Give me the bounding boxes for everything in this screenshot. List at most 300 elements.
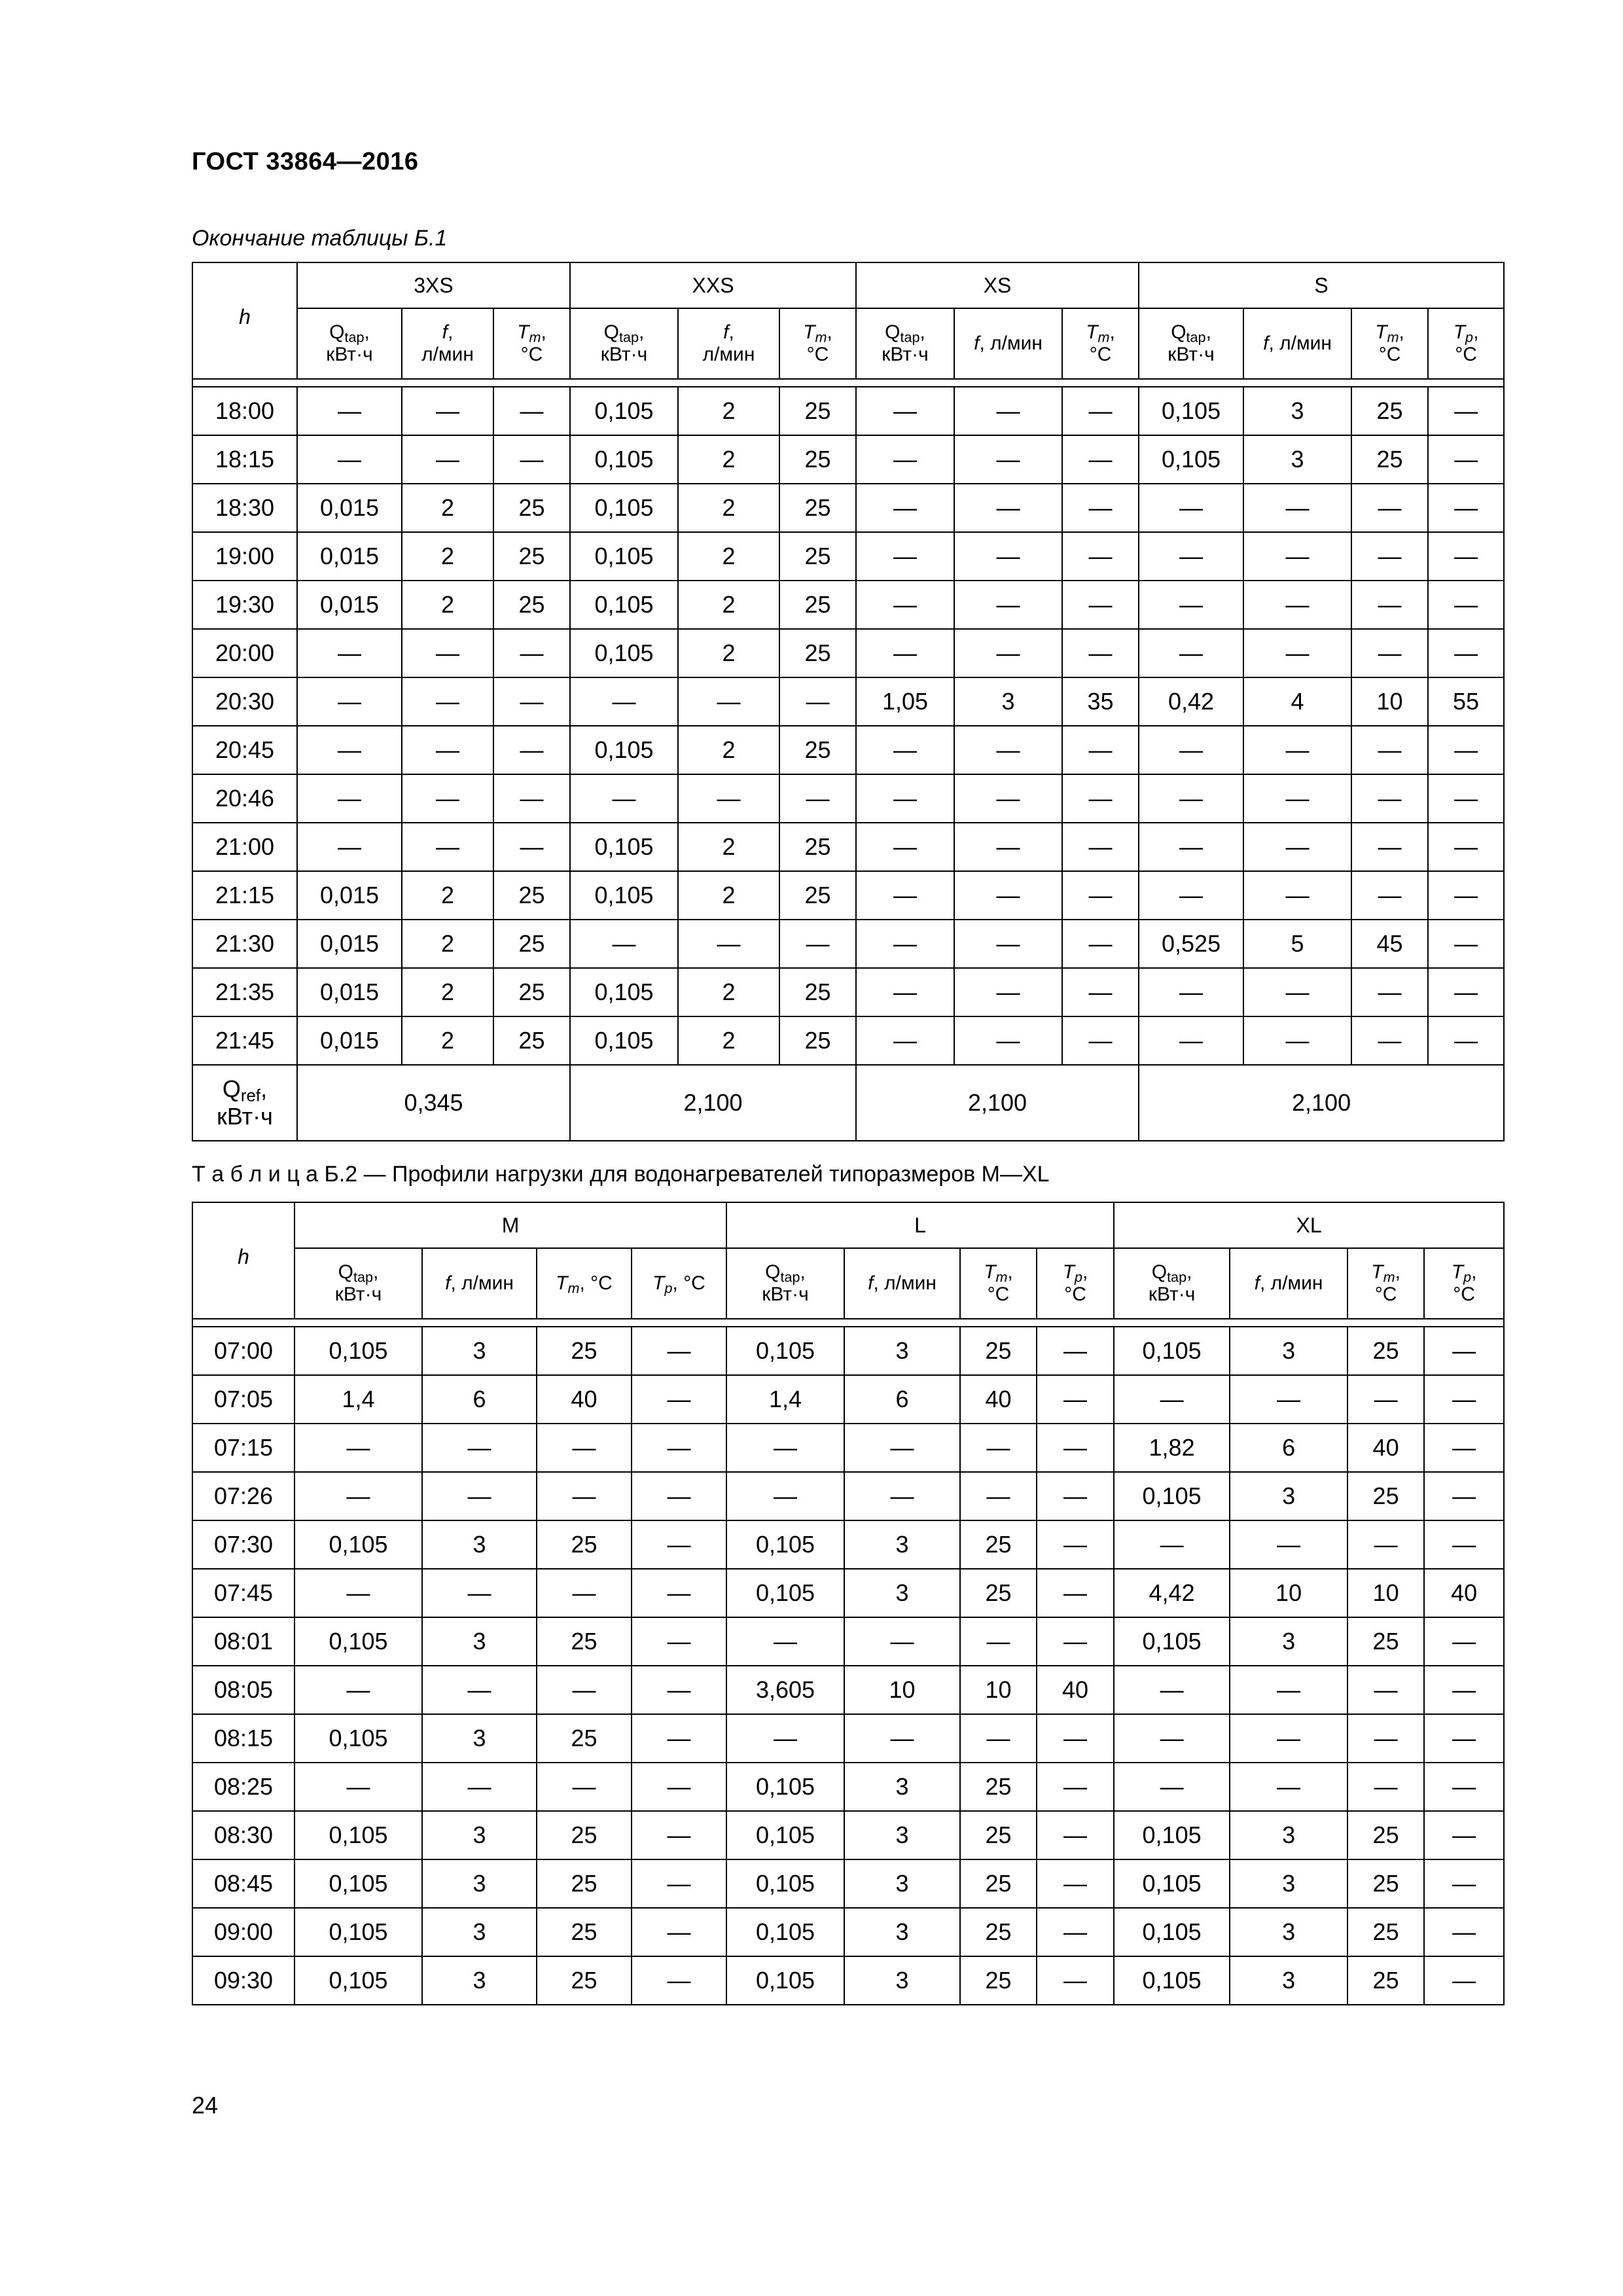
value-cell: — — [954, 871, 1062, 920]
value-cell: 0,42 — [1139, 677, 1243, 726]
qref-value-s: 2,100 — [1139, 1065, 1504, 1141]
table-row — [192, 1424, 1504, 1472]
time-cell: 21:15 — [192, 871, 297, 920]
time-cell: 20:30 — [192, 677, 297, 726]
tm-header: $T_m$, °C — [493, 308, 570, 379]
table-row — [192, 581, 1504, 629]
value-cell: 0,105 — [1114, 1327, 1230, 1375]
group-header-s: S — [1139, 262, 1504, 308]
value-cell: 25 — [493, 1016, 570, 1065]
value-cell: — — [954, 774, 1062, 823]
value-cell: 6 — [1230, 1424, 1347, 1472]
value-cell: — — [779, 920, 856, 968]
value-cell: — — [1424, 1424, 1504, 1472]
tp-header: $T_p$, °C — [1424, 1248, 1504, 1319]
value-cell: 25 — [960, 1569, 1037, 1617]
value-cell: 10 — [1230, 1569, 1347, 1617]
value-cell: — — [954, 581, 1062, 629]
value-cell: — — [856, 920, 954, 968]
value-cell: — — [1037, 1714, 1114, 1763]
value-cell: — — [1037, 1956, 1114, 2005]
value-cell: 2 — [402, 532, 493, 581]
value-cell: — — [779, 774, 856, 823]
value-cell: 4 — [1243, 677, 1351, 726]
value-cell: 2 — [402, 871, 493, 920]
value-cell: 3 — [422, 1617, 537, 1666]
table-row — [192, 1016, 1504, 1065]
value-cell: 25 — [493, 871, 570, 920]
value-cell: 3 — [1230, 1327, 1347, 1375]
time-cell: 19:30 — [192, 581, 297, 629]
value-cell: — — [1139, 532, 1243, 581]
value-cell: 0,105 — [570, 968, 678, 1016]
value-cell: — — [537, 1763, 632, 1811]
value-cell: — — [726, 1714, 844, 1763]
value-cell: — — [1062, 484, 1139, 532]
value-cell: 0,105 — [1114, 1811, 1230, 1859]
value-cell: 0,015 — [297, 920, 402, 968]
value-cell: 55 — [1428, 677, 1504, 726]
time-cell: 21:35 — [192, 968, 297, 1016]
value-cell: 25 — [1351, 435, 1428, 484]
tp-header: $T_p$, °C — [1428, 308, 1504, 379]
tm-header: $T_m$, °C — [1347, 1248, 1424, 1319]
time-cell: 21:00 — [192, 823, 297, 871]
value-cell: — — [1243, 581, 1351, 629]
value-cell: — — [1351, 484, 1428, 532]
value-cell: — — [1037, 1811, 1114, 1859]
value-cell: 3 — [844, 1569, 960, 1617]
value-cell: — — [1424, 1811, 1504, 1859]
value-cell: — — [493, 677, 570, 726]
value-cell: — — [402, 726, 493, 774]
value-cell: — — [632, 1375, 726, 1424]
value-cell: 3 — [422, 1520, 537, 1569]
qtap-header: $Q_{tap}$, кВт·ч — [297, 308, 402, 379]
value-cell: — — [1062, 629, 1139, 677]
value-cell: 0,105 — [570, 726, 678, 774]
value-cell: 3 — [844, 1859, 960, 1908]
value-cell: 1,4 — [726, 1375, 844, 1424]
value-cell: — — [1037, 1617, 1114, 1666]
value-cell: 0,015 — [297, 484, 402, 532]
value-cell: — — [1062, 871, 1139, 920]
value-cell: 0,105 — [726, 1956, 844, 2005]
value-cell: 3 — [844, 1327, 960, 1375]
value-cell: 0,105 — [1114, 1859, 1230, 1908]
value-cell: 0,105 — [294, 1859, 422, 1908]
time-cell: 08:15 — [192, 1714, 294, 1763]
time-cell: 09:30 — [192, 1956, 294, 2005]
value-cell: — — [1139, 484, 1243, 532]
time-cell: 20:00 — [192, 629, 297, 677]
value-cell: — — [1062, 726, 1139, 774]
value-cell: 3 — [1230, 1472, 1347, 1520]
value-cell: 35 — [1062, 677, 1139, 726]
value-cell: — — [856, 871, 954, 920]
value-cell: 2 — [678, 387, 779, 435]
value-cell: — — [1230, 1714, 1347, 1763]
value-cell: — — [1351, 1016, 1428, 1065]
value-cell: 3,605 — [726, 1666, 844, 1714]
group-header-xxs: XXS — [570, 262, 856, 308]
value-cell: 5 — [1243, 920, 1351, 968]
value-cell: — — [1428, 968, 1504, 1016]
value-cell: 3 — [1230, 1859, 1347, 1908]
value-cell: 0,105 — [570, 581, 678, 629]
time-cell: 19:00 — [192, 532, 297, 581]
value-cell: 2 — [678, 484, 779, 532]
value-cell: — — [1243, 532, 1351, 581]
value-cell: 0,015 — [297, 871, 402, 920]
value-cell: — — [297, 435, 402, 484]
value-cell: — — [1062, 1016, 1139, 1065]
value-cell: 2 — [678, 1016, 779, 1065]
time-cell: 18:30 — [192, 484, 297, 532]
value-cell: — — [954, 629, 1062, 677]
value-cell: — — [1230, 1763, 1347, 1811]
value-cell: 3 — [844, 1520, 960, 1569]
value-cell: — — [493, 435, 570, 484]
value-cell: 0,105 — [294, 1714, 422, 1763]
value-cell: — — [570, 774, 678, 823]
value-cell: — — [422, 1763, 537, 1811]
value-cell: 0,105 — [294, 1811, 422, 1859]
value-cell: 10 — [1347, 1569, 1424, 1617]
value-cell: 2 — [402, 581, 493, 629]
tm-header: $T_m$, °C — [1351, 308, 1428, 379]
value-cell: 3 — [422, 1908, 537, 1956]
value-cell: — — [954, 726, 1062, 774]
value-cell: 10 — [1351, 677, 1428, 726]
time-cell: 07:26 — [192, 1472, 294, 1520]
value-cell: — — [1347, 1763, 1424, 1811]
value-cell: — — [844, 1714, 960, 1763]
table-row — [192, 1375, 1504, 1424]
table-row — [192, 1472, 1504, 1520]
value-cell: 25 — [537, 1908, 632, 1956]
group-header-l: L — [726, 1202, 1114, 1248]
value-cell: 2 — [678, 435, 779, 484]
value-cell: — — [844, 1472, 960, 1520]
value-cell: 25 — [493, 532, 570, 581]
value-cell: 0,105 — [726, 1763, 844, 1811]
value-cell: 25 — [493, 920, 570, 968]
value-cell: 0,105 — [570, 484, 678, 532]
value-cell: — — [1424, 1763, 1504, 1811]
flow-header: f, л/мин — [1230, 1248, 1347, 1319]
value-cell: — — [493, 823, 570, 871]
value-cell: — — [632, 1424, 726, 1472]
value-cell: — — [1424, 1520, 1504, 1569]
value-cell: — — [856, 532, 954, 581]
value-cell: — — [856, 387, 954, 435]
group-header-xs: XS — [856, 262, 1139, 308]
value-cell: — — [297, 629, 402, 677]
value-cell: 25 — [493, 484, 570, 532]
value-cell: — — [1139, 774, 1243, 823]
value-cell: — — [1424, 1714, 1504, 1763]
qtap-header: $Q_{tap}$, кВт·ч — [1139, 308, 1243, 379]
value-cell: 1,05 — [856, 677, 954, 726]
time-cell: 07:05 — [192, 1375, 294, 1424]
table-row — [192, 629, 1504, 677]
value-cell: — — [960, 1714, 1037, 1763]
value-cell: — — [402, 774, 493, 823]
value-cell: — — [1424, 1908, 1504, 1956]
value-cell: — — [1062, 968, 1139, 1016]
value-cell: — — [1062, 532, 1139, 581]
value-cell: 0,015 — [297, 581, 402, 629]
value-cell: 10 — [844, 1666, 960, 1714]
value-cell: — — [402, 823, 493, 871]
value-cell: 4,42 — [1114, 1569, 1230, 1617]
table-row — [192, 1763, 1504, 1811]
value-cell: — — [632, 1472, 726, 1520]
value-cell: 6 — [422, 1375, 537, 1424]
value-cell: — — [1062, 774, 1139, 823]
value-cell: — — [1351, 823, 1428, 871]
value-cell: 0,525 — [1139, 920, 1243, 968]
value-cell: 0,105 — [294, 1956, 422, 2005]
group-header-m: M — [294, 1202, 726, 1248]
table-row — [192, 774, 1504, 823]
value-cell: — — [1037, 1472, 1114, 1520]
value-cell: 25 — [960, 1908, 1037, 1956]
value-cell: 0,105 — [294, 1520, 422, 1569]
value-cell: — — [493, 387, 570, 435]
value-cell: — — [297, 387, 402, 435]
value-cell: 2 — [402, 484, 493, 532]
table1-body — [192, 387, 1504, 1065]
value-cell: 3 — [422, 1714, 537, 1763]
value-cell: — — [1351, 532, 1428, 581]
value-cell: — — [1351, 726, 1428, 774]
value-cell: 0,105 — [726, 1811, 844, 1859]
value-cell: — — [856, 435, 954, 484]
value-cell: — — [1037, 1520, 1114, 1569]
value-cell: 0,105 — [726, 1327, 844, 1375]
value-cell: — — [1139, 968, 1243, 1016]
table-row — [192, 435, 1504, 484]
table1-caption: Окончание таблицы Б.1 — [192, 226, 448, 251]
value-cell: — — [1037, 1859, 1114, 1908]
h-column-header: h — [192, 1202, 294, 1319]
value-cell: — — [1037, 1424, 1114, 1472]
value-cell: 25 — [537, 1327, 632, 1375]
value-cell: 25 — [960, 1859, 1037, 1908]
qref-value-xxs: 2,100 — [570, 1065, 856, 1141]
value-cell: 25 — [960, 1763, 1037, 1811]
value-cell: 2 — [678, 823, 779, 871]
value-cell: 25 — [537, 1811, 632, 1859]
value-cell: 0,105 — [726, 1908, 844, 1956]
value-cell: — — [1114, 1763, 1230, 1811]
document-code: ГОСТ 33864—2016 — [192, 148, 419, 175]
value-cell: — — [779, 677, 856, 726]
value-cell: 25 — [537, 1859, 632, 1908]
value-cell: 3 — [954, 677, 1062, 726]
table2-body — [192, 1327, 1504, 2005]
value-cell: — — [1037, 1375, 1114, 1424]
value-cell: — — [402, 677, 493, 726]
table-row — [192, 726, 1504, 774]
value-cell: — — [1062, 581, 1139, 629]
value-cell: 25 — [493, 968, 570, 1016]
tm-header: $T_m$, °C — [960, 1248, 1037, 1319]
value-cell: — — [678, 677, 779, 726]
value-cell: — — [294, 1424, 422, 1472]
value-cell: — — [632, 1859, 726, 1908]
qtap-header: $Q_{tap}$, кВт·ч — [294, 1248, 422, 1319]
value-cell: 0,105 — [726, 1520, 844, 1569]
value-cell: 25 — [537, 1520, 632, 1569]
value-cell: — — [1230, 1375, 1347, 1424]
time-cell: 07:00 — [192, 1327, 294, 1375]
group-header-3xs: 3XS — [297, 262, 570, 308]
value-cell: 2 — [402, 968, 493, 1016]
table-row — [192, 1956, 1504, 2005]
value-cell: 0,105 — [570, 387, 678, 435]
page-number: 24 — [192, 2092, 219, 2119]
value-cell: — — [1428, 1016, 1504, 1065]
value-cell: — — [493, 629, 570, 677]
value-cell: 25 — [1347, 1859, 1424, 1908]
table-row — [192, 968, 1504, 1016]
value-cell: — — [1351, 774, 1428, 823]
value-cell: — — [1139, 629, 1243, 677]
value-cell: — — [1114, 1714, 1230, 1763]
value-cell: 3 — [1243, 435, 1351, 484]
value-cell: — — [1351, 581, 1428, 629]
value-cell: — — [1347, 1520, 1424, 1569]
value-cell: 2 — [678, 968, 779, 1016]
value-cell: 3 — [844, 1763, 960, 1811]
tm-header: $T_m$, °C — [779, 308, 856, 379]
value-cell: 0,015 — [297, 968, 402, 1016]
value-cell: — — [678, 774, 779, 823]
value-cell: — — [1062, 823, 1139, 871]
value-cell: — — [954, 387, 1062, 435]
value-cell: 0,105 — [1114, 1617, 1230, 1666]
value-cell: — — [1243, 968, 1351, 1016]
value-cell: — — [1230, 1666, 1347, 1714]
value-cell: — — [954, 920, 1062, 968]
value-cell: — — [570, 677, 678, 726]
value-cell: — — [1243, 484, 1351, 532]
value-cell: 25 — [537, 1617, 632, 1666]
value-cell: 25 — [537, 1714, 632, 1763]
value-cell: — — [726, 1424, 844, 1472]
value-cell: — — [856, 581, 954, 629]
table-row — [192, 1908, 1504, 1956]
value-cell: — — [402, 387, 493, 435]
value-cell: — — [1424, 1666, 1504, 1714]
value-cell: — — [1428, 871, 1504, 920]
value-cell: — — [1037, 1327, 1114, 1375]
value-cell: 0,105 — [1139, 387, 1243, 435]
time-cell: 08:45 — [192, 1859, 294, 1908]
value-cell: 0,105 — [1139, 435, 1243, 484]
value-cell: 25 — [537, 1956, 632, 2005]
value-cell: 0,105 — [570, 823, 678, 871]
value-cell: — — [1424, 1956, 1504, 2005]
value-cell: 25 — [1347, 1908, 1424, 1956]
table-row — [192, 823, 1504, 871]
time-cell: 08:05 — [192, 1666, 294, 1714]
table-row — [192, 1617, 1504, 1666]
value-cell: 3 — [422, 1859, 537, 1908]
value-cell: 40 — [1424, 1569, 1504, 1617]
table-row — [192, 920, 1504, 968]
h-column-header: h — [192, 262, 297, 379]
value-cell: — — [632, 1617, 726, 1666]
value-cell: — — [1424, 1617, 1504, 1666]
value-cell: — — [493, 726, 570, 774]
value-cell: 0,015 — [297, 532, 402, 581]
value-cell: — — [954, 484, 1062, 532]
value-cell: — — [1037, 1569, 1114, 1617]
value-cell: — — [632, 1666, 726, 1714]
time-cell: 08:30 — [192, 1811, 294, 1859]
value-cell: 25 — [960, 1956, 1037, 2005]
table-row — [192, 532, 1504, 581]
value-cell: 25 — [779, 871, 856, 920]
time-cell: 07:15 — [192, 1424, 294, 1472]
value-cell: — — [1428, 435, 1504, 484]
value-cell: 0,105 — [294, 1617, 422, 1666]
flow-header: f, л/мин — [402, 308, 493, 379]
tm-header: $T_m$, °C — [537, 1248, 632, 1319]
time-cell: 07:45 — [192, 1569, 294, 1617]
value-cell: 0,105 — [570, 435, 678, 484]
time-cell: 08:01 — [192, 1617, 294, 1666]
value-cell: — — [632, 1327, 726, 1375]
value-cell: — — [1243, 774, 1351, 823]
value-cell: — — [1351, 871, 1428, 920]
table-b1-continued — [192, 262, 1505, 1141]
value-cell: — — [422, 1569, 537, 1617]
value-cell: — — [856, 968, 954, 1016]
value-cell: 0,105 — [570, 532, 678, 581]
header-separator — [192, 379, 1504, 387]
value-cell: — — [1062, 920, 1139, 968]
qref-value-3xs: 0,345 — [297, 1065, 570, 1141]
value-cell: — — [960, 1424, 1037, 1472]
value-cell: — — [1243, 726, 1351, 774]
time-cell: 20:46 — [192, 774, 297, 823]
value-cell: 6 — [844, 1375, 960, 1424]
value-cell: — — [632, 1908, 726, 1956]
time-cell: 07:30 — [192, 1520, 294, 1569]
table-row — [192, 1520, 1504, 1569]
table-row — [192, 1859, 1504, 1908]
value-cell: 45 — [1351, 920, 1428, 968]
value-cell: — — [1062, 387, 1139, 435]
value-cell: 0,105 — [1114, 1908, 1230, 1956]
value-cell: — — [1424, 1472, 1504, 1520]
value-cell: — — [294, 1569, 422, 1617]
value-cell: — — [422, 1472, 537, 1520]
value-cell: — — [1139, 871, 1243, 920]
value-cell: 2 — [402, 920, 493, 968]
value-cell: 0,105 — [1114, 1472, 1230, 1520]
value-cell: — — [954, 532, 1062, 581]
value-cell: — — [1351, 629, 1428, 677]
value-cell: 2 — [678, 726, 779, 774]
value-cell: 25 — [1347, 1956, 1424, 2005]
value-cell: 25 — [779, 484, 856, 532]
